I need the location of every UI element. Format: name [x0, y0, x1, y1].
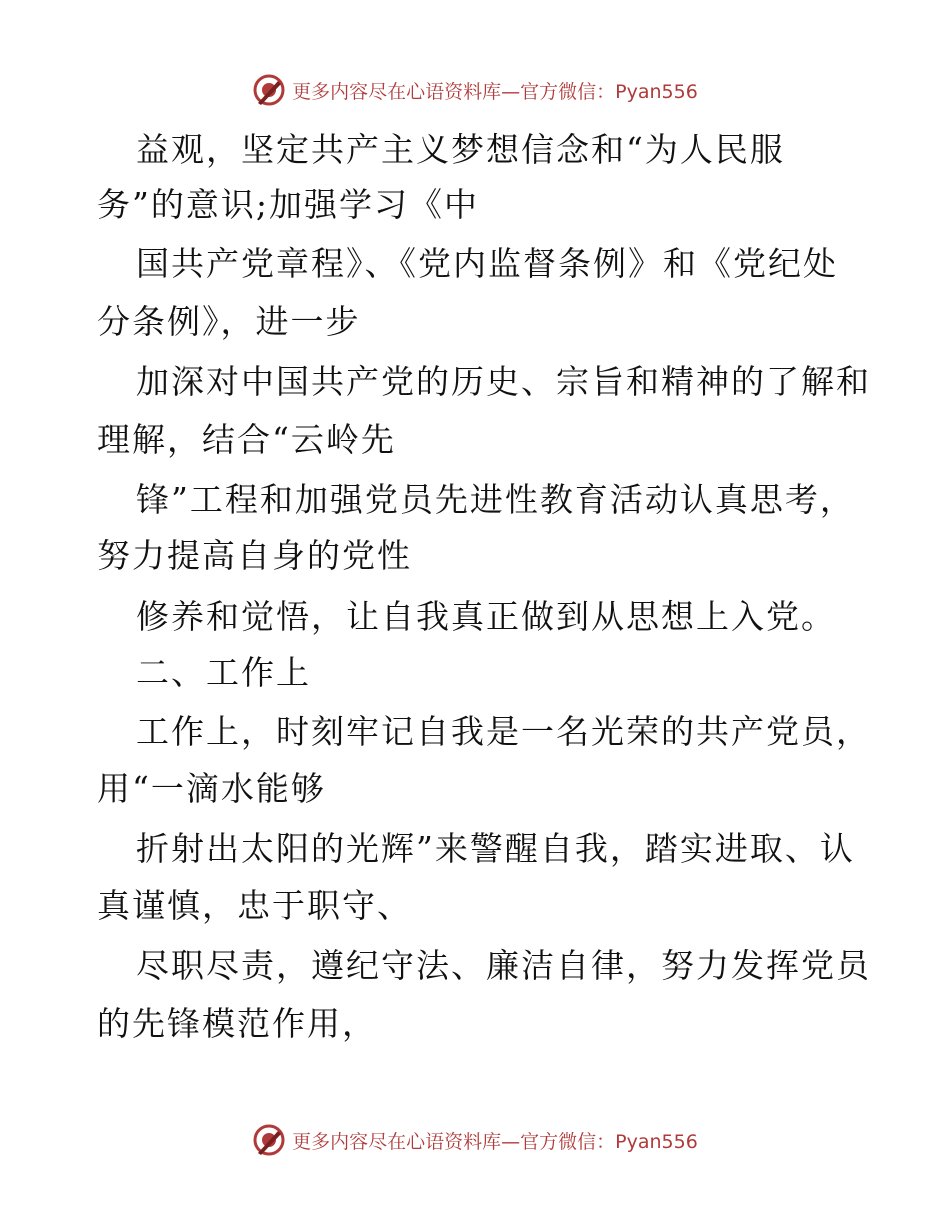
paragraph-line: 真谨慎，忠于职守、	[97, 886, 412, 925]
header-banner	[0, 70, 950, 110]
paragraph-line: 用“一滴水能够	[97, 769, 326, 808]
footer-banner-text: 更多内容尽在心语资料库—官方微信：Pyan556	[292, 1130, 698, 1153]
paragraph-line: 益观，坚定共产主义梦想信念和“为人民服	[136, 130, 785, 169]
logo-icon	[252, 73, 286, 107]
section-heading: 二、工作上	[136, 653, 311, 692]
paragraph-line: 加深对中国共产党的历史、宗旨和精神的了解和	[136, 362, 871, 401]
paragraph-line: 尽职尽责，遵纪守法、廉洁自律，努力发挥党员	[136, 946, 871, 985]
paragraph-line: 工作上，时刻牢记自我是一名光荣的共产党员，	[136, 712, 871, 751]
footer-banner	[0, 1120, 950, 1160]
paragraph-line: 折射出太阳的光辉”来警醒自我，踏实进取、认	[136, 829, 855, 868]
paragraph-line: 努力提高自身的党性	[97, 536, 412, 575]
paragraph-line: 国共产党章程》、《党内监督条例》和《党纪处	[136, 244, 838, 283]
paragraph-line: 理解，结合“云岭先	[97, 420, 396, 459]
paragraph-line: 务”的意识;加强学习《中	[97, 185, 479, 224]
paragraph-line: 修养和觉悟，让自我真正做到从思想上入党。	[136, 597, 836, 636]
header-banner-text: 更多内容尽在心语资料库—官方微信：Pyan556	[292, 80, 698, 103]
paragraph-line: 分条例》，进一步	[97, 302, 361, 341]
logo-icon	[252, 1123, 286, 1157]
paragraph-line: 的先锋模范作用，	[97, 1004, 377, 1043]
paragraph-line: 锋”工程和加强党员先进性教育活动认真思考，	[136, 480, 855, 519]
